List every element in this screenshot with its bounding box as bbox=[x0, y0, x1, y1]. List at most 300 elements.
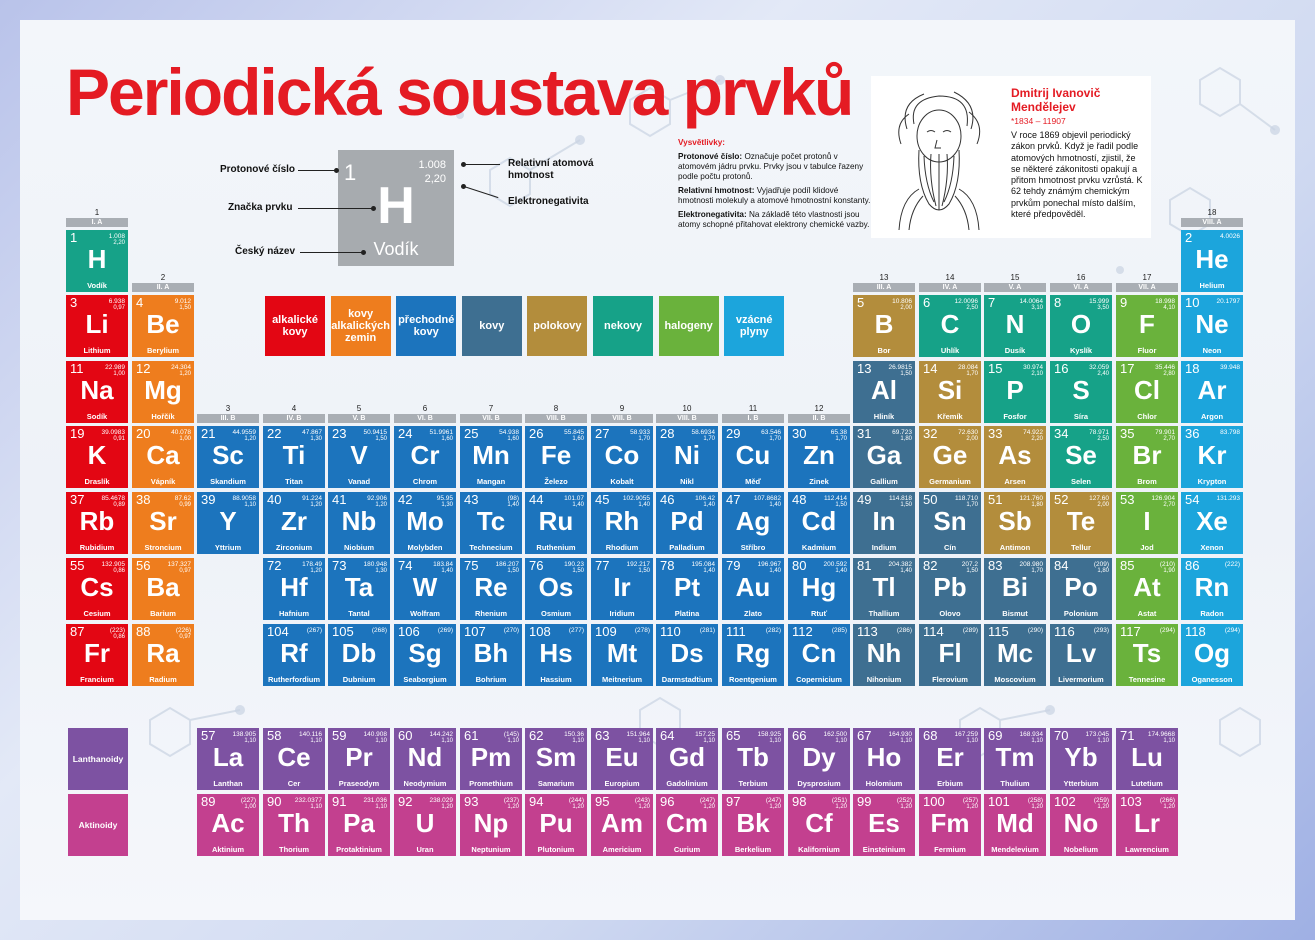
group-label: III. B bbox=[197, 414, 259, 423]
element-cell-yb bbox=[1050, 728, 1112, 790]
element-electronegativity: 1,50 bbox=[375, 436, 387, 442]
element-name: Dubnium bbox=[342, 675, 376, 684]
element-cell-bk bbox=[722, 794, 784, 856]
element-electronegativity: 1,20 bbox=[900, 804, 912, 810]
key-line-symbol bbox=[298, 208, 374, 209]
element-name: Rutherfordium bbox=[267, 675, 321, 684]
element-symbol: Fl bbox=[938, 638, 962, 668]
element-electronegativity: 2,00 bbox=[966, 436, 978, 442]
group-header-13 bbox=[853, 273, 915, 292]
element-number: 59 bbox=[332, 728, 347, 743]
element-cell-mt bbox=[591, 624, 653, 686]
element-symbol: Fr bbox=[84, 638, 110, 668]
element-electronegativity: 1,80 bbox=[900, 436, 912, 442]
element-name: Radon bbox=[1200, 609, 1224, 618]
element-name: Helium bbox=[1199, 281, 1225, 290]
element-cell-ra bbox=[132, 624, 194, 686]
element-name: Zinek bbox=[809, 477, 829, 486]
group-number: 13 bbox=[879, 273, 889, 282]
element-name: Nikl bbox=[680, 477, 694, 486]
element-electronegativity: 1,20 bbox=[769, 804, 781, 810]
element-mass: (210) bbox=[1159, 561, 1175, 568]
element-number: 64 bbox=[660, 728, 675, 743]
element-name: Rhenium bbox=[474, 609, 508, 618]
group-number: 6 bbox=[422, 404, 428, 413]
lanthanides-label: Lanthanoidy bbox=[68, 728, 128, 790]
element-cell-er bbox=[919, 728, 981, 790]
element-name: Plutonium bbox=[537, 845, 575, 854]
group-header-6 bbox=[394, 404, 456, 423]
element-symbol: Sb bbox=[998, 506, 1032, 536]
element-number: 31 bbox=[857, 426, 872, 441]
element-cell-co bbox=[591, 426, 653, 488]
element-mass: (251) bbox=[831, 797, 847, 804]
element-electronegativity: 4,10 bbox=[1163, 305, 1175, 311]
group-header-15 bbox=[984, 273, 1046, 292]
element-electronegativity: 1,40 bbox=[638, 502, 650, 508]
element-mass: 162.500 bbox=[823, 731, 847, 738]
element-cell-br bbox=[1116, 426, 1178, 488]
element-mass: 1.008 bbox=[108, 233, 125, 240]
group-label: VIII. B bbox=[656, 414, 718, 423]
element-cell-hg bbox=[788, 558, 850, 620]
element-cell-ti bbox=[263, 426, 325, 488]
element-mass: 63.546 bbox=[761, 429, 781, 436]
element-name: Dusík bbox=[1004, 346, 1026, 355]
element-mass: (223) bbox=[109, 627, 125, 634]
element-electronegativity: 2,50 bbox=[1097, 436, 1109, 442]
element-number: 107 bbox=[464, 624, 486, 639]
element-number: 47 bbox=[726, 492, 741, 507]
legend-item-number bbox=[678, 152, 873, 182]
element-mass: 183.84 bbox=[433, 561, 453, 568]
element-name: Olovo bbox=[939, 609, 961, 618]
element-electronegativity: 1,90 bbox=[1163, 568, 1175, 574]
group-number: 4 bbox=[291, 404, 297, 413]
element-electronegativity: 1,70 bbox=[638, 436, 650, 442]
element-electronegativity: 1,20 bbox=[1031, 804, 1043, 810]
element-number: 60 bbox=[398, 728, 413, 743]
legend-term: Elektronegativita: bbox=[678, 210, 747, 219]
element-mass: (247) bbox=[765, 797, 781, 804]
element-symbol: La bbox=[212, 742, 244, 772]
element-number: 78 bbox=[660, 558, 675, 573]
element-name: Skandium bbox=[210, 477, 246, 486]
element-symbol: Si bbox=[937, 375, 963, 405]
element-name: Vápník bbox=[150, 477, 176, 486]
element-symbol: Ra bbox=[146, 638, 180, 668]
group-header-7 bbox=[460, 404, 522, 423]
group-number: 14 bbox=[945, 273, 955, 282]
element-mass: (244) bbox=[568, 797, 584, 804]
element-symbol: Ce bbox=[277, 742, 311, 772]
group-number: 7 bbox=[488, 404, 494, 413]
legend-item-en bbox=[678, 210, 873, 230]
element-mass: 232.0377 bbox=[294, 797, 322, 804]
element-cell-li bbox=[66, 295, 128, 357]
element-name: Uran bbox=[416, 845, 434, 854]
element-mass: 132.905 bbox=[101, 561, 125, 568]
element-number: 87 bbox=[70, 624, 85, 639]
element-symbol: Be bbox=[146, 309, 180, 339]
element-symbol: Mn bbox=[472, 440, 510, 470]
element-mass: 47.867 bbox=[302, 429, 322, 436]
group-header-9 bbox=[591, 404, 653, 423]
element-mass: 91.224 bbox=[302, 495, 322, 502]
element-symbol: Lv bbox=[1065, 638, 1097, 668]
element-number: 103 bbox=[1120, 794, 1142, 809]
element-number: 100 bbox=[923, 794, 945, 809]
element-symbol: Ag bbox=[735, 506, 771, 536]
group-header-18 bbox=[1181, 208, 1243, 227]
element-number: 4 bbox=[136, 295, 144, 310]
element-cell-og bbox=[1181, 624, 1243, 686]
element-number: 113 bbox=[857, 624, 878, 639]
element-mass: 10.806 bbox=[892, 298, 912, 305]
element-name: Berkelium bbox=[734, 845, 772, 854]
element-number: 93 bbox=[464, 794, 479, 809]
element-name: Holomium bbox=[865, 779, 903, 788]
element-number: 117 bbox=[1120, 624, 1141, 639]
category-2: kovy alkalických zemin bbox=[331, 296, 391, 356]
element-symbol: Pr bbox=[345, 742, 373, 772]
element-number: 38 bbox=[136, 492, 151, 507]
element-number: 116 bbox=[1054, 624, 1075, 639]
element-electronegativity: 1,70 bbox=[966, 371, 978, 377]
element-name: Tantal bbox=[348, 609, 370, 618]
element-symbol: Bi bbox=[1002, 572, 1028, 602]
element-name: Neptunium bbox=[471, 845, 511, 854]
poster-title: Periodická soustava prvků bbox=[66, 55, 853, 129]
element-number: 101 bbox=[988, 794, 1010, 809]
element-electronegativity: 1,20 bbox=[441, 804, 453, 810]
element-number: 5 bbox=[857, 295, 865, 310]
element-number: 39 bbox=[201, 492, 216, 507]
element-name: Moscovium bbox=[994, 675, 1036, 684]
element-electronegativity: 1,10 bbox=[703, 738, 715, 744]
group-header-8 bbox=[525, 404, 587, 423]
element-symbol: Re bbox=[474, 572, 508, 602]
element-cell-eu bbox=[591, 728, 653, 790]
element-number: 42 bbox=[398, 492, 413, 507]
element-mass: (270) bbox=[503, 627, 519, 634]
element-electronegativity: 2,70 bbox=[1163, 502, 1175, 508]
element-electronegativity: 1,40 bbox=[572, 502, 584, 508]
element-cell-fe bbox=[525, 426, 587, 488]
element-electronegativity: 2,10 bbox=[1031, 371, 1043, 377]
element-mass: 54.938 bbox=[499, 429, 519, 436]
element-symbol: Pt bbox=[674, 572, 700, 602]
element-mass: 15.999 bbox=[1089, 298, 1109, 305]
element-name: Technecium bbox=[469, 543, 513, 552]
element-name: Polonium bbox=[1063, 609, 1099, 618]
element-name: Erbium bbox=[937, 779, 963, 788]
element-number: 118 bbox=[1185, 624, 1206, 639]
element-number: 13 bbox=[857, 361, 872, 376]
element-symbol: Es bbox=[868, 808, 900, 838]
element-symbol: Mo bbox=[406, 506, 444, 536]
element-number: 63 bbox=[595, 728, 610, 743]
element-number: 98 bbox=[792, 794, 807, 809]
element-electronegativity: 1,20 bbox=[638, 804, 650, 810]
element-number: 25 bbox=[464, 426, 479, 441]
element-mass: 51.9961 bbox=[429, 429, 453, 436]
element-number: 89 bbox=[201, 794, 216, 809]
element-electronegativity: 1,20 bbox=[835, 804, 847, 810]
element-electronegativity: 2,20 bbox=[113, 240, 125, 246]
group-label: I. B bbox=[722, 414, 784, 423]
group-header-16 bbox=[1050, 273, 1112, 292]
group-header-3 bbox=[197, 404, 259, 423]
element-cell-re bbox=[460, 558, 522, 620]
element-mass: 4.0026 bbox=[1220, 233, 1240, 240]
element-symbol: Ac bbox=[211, 808, 245, 838]
element-number: 66 bbox=[792, 728, 807, 743]
element-electronegativity: 1,80 bbox=[1097, 568, 1109, 574]
element-name: Kobalt bbox=[610, 477, 634, 486]
element-symbol: Tc bbox=[476, 506, 506, 536]
element-cell-rg bbox=[722, 624, 784, 686]
element-cell-as bbox=[984, 426, 1046, 488]
element-number: 30 bbox=[792, 426, 807, 441]
element-name: Chlor bbox=[1137, 412, 1157, 421]
element-name: Xenon bbox=[1200, 543, 1224, 552]
element-number: 71 bbox=[1120, 728, 1135, 743]
element-number: 109 bbox=[595, 624, 617, 639]
element-electronegativity: 1,10 bbox=[966, 738, 978, 744]
element-name: Thallium bbox=[868, 609, 900, 618]
element-mass: 39.0983 bbox=[101, 429, 125, 436]
group-number: 10 bbox=[682, 404, 692, 413]
element-symbol: V bbox=[350, 440, 368, 470]
category-6: nekovy bbox=[593, 296, 653, 356]
element-symbol: Mt bbox=[606, 638, 638, 668]
element-number: 85 bbox=[1120, 558, 1135, 573]
element-name: Jod bbox=[1140, 543, 1154, 552]
element-mass: (98) bbox=[507, 495, 519, 502]
element-number: 73 bbox=[332, 558, 347, 573]
element-electronegativity: 1,00 bbox=[244, 804, 256, 810]
element-name: Americium bbox=[602, 845, 642, 854]
element-number: 29 bbox=[726, 426, 741, 441]
element-mass: 87.62 bbox=[174, 495, 191, 502]
element-mass: 150.36 bbox=[564, 731, 584, 738]
category-7: halogeny bbox=[659, 296, 719, 356]
element-electronegativity: 1,00 bbox=[179, 436, 191, 442]
element-mass: (268) bbox=[371, 627, 387, 634]
element-number: 6 bbox=[923, 295, 931, 310]
element-cell-s bbox=[1050, 361, 1112, 423]
element-mass: (282) bbox=[765, 627, 781, 634]
element-mass: 40.078 bbox=[171, 429, 191, 436]
element-mass: 95.95 bbox=[436, 495, 453, 502]
element-number: 91 bbox=[332, 794, 347, 809]
key-line-name bbox=[300, 252, 364, 253]
element-number: 81 bbox=[857, 558, 872, 573]
group-header-14 bbox=[919, 273, 981, 292]
element-electronegativity: 2,70 bbox=[1163, 436, 1175, 442]
element-symbol: Ds bbox=[670, 638, 704, 668]
element-name: Železo bbox=[544, 477, 568, 486]
group-header-17 bbox=[1116, 273, 1178, 292]
element-mass: (294) bbox=[1224, 627, 1240, 634]
group-label: VIII. B bbox=[591, 414, 653, 423]
element-cell-no bbox=[1050, 794, 1112, 856]
group-label: III. A bbox=[853, 283, 915, 292]
element-number: 96 bbox=[660, 794, 675, 809]
category-1: alkalické kovy bbox=[265, 296, 325, 356]
element-mass: 85.4678 bbox=[101, 495, 125, 502]
element-symbol: Ni bbox=[674, 440, 700, 470]
element-cell-sn bbox=[919, 492, 981, 554]
element-symbol: Nh bbox=[866, 638, 902, 668]
element-number: 3 bbox=[70, 295, 78, 310]
bio-dates: *1834 – 11907 bbox=[1011, 116, 1066, 126]
element-symbol: C bbox=[940, 309, 960, 339]
element-cell-pd bbox=[656, 492, 718, 554]
group-header-10 bbox=[656, 404, 718, 423]
key-dot-symbol bbox=[371, 206, 376, 211]
element-electronegativity: 0,99 bbox=[179, 502, 191, 508]
element-cell-ru bbox=[525, 492, 587, 554]
element-cell-al bbox=[853, 361, 915, 423]
element-cell-bi bbox=[984, 558, 1046, 620]
element-mass: 44.9559 bbox=[232, 429, 256, 436]
element-number: 55 bbox=[70, 558, 85, 573]
element-number: 18 bbox=[1185, 361, 1200, 376]
element-cell-ds bbox=[656, 624, 718, 686]
key-mass: 1.008 bbox=[418, 159, 446, 171]
element-cell-kr bbox=[1181, 426, 1243, 488]
element-name: Berylium bbox=[146, 346, 180, 355]
element-name: Seaborgium bbox=[403, 675, 447, 684]
element-number: 28 bbox=[660, 426, 675, 441]
element-electronegativity: 1,60 bbox=[441, 436, 453, 442]
key-label-en: Elektronegativita bbox=[508, 196, 589, 207]
element-number: 80 bbox=[792, 558, 807, 573]
element-number: 1 bbox=[70, 230, 78, 245]
element-name: Titan bbox=[285, 477, 303, 486]
element-name: Promethium bbox=[469, 779, 513, 788]
element-electronegativity: 1,50 bbox=[507, 568, 519, 574]
element-mass: (252) bbox=[896, 797, 912, 804]
element-cell-se bbox=[1050, 426, 1112, 488]
element-name: Cín bbox=[943, 543, 957, 552]
element-cell-hs bbox=[525, 624, 587, 686]
element-number: 61 bbox=[464, 728, 479, 743]
element-cell-la bbox=[197, 728, 259, 790]
element-symbol: In bbox=[872, 506, 896, 536]
element-mass: (294) bbox=[1159, 627, 1175, 634]
element-number: 114 bbox=[923, 624, 944, 639]
element-name: Bor bbox=[877, 346, 891, 355]
element-symbol: Sn bbox=[933, 506, 967, 536]
element-name: Stroncium bbox=[144, 543, 182, 552]
element-number: 12 bbox=[136, 361, 151, 376]
element-number: 7 bbox=[988, 295, 996, 310]
element-electronegativity: 0,97 bbox=[179, 634, 191, 640]
element-number: 77 bbox=[595, 558, 610, 573]
element-mass: (277) bbox=[568, 627, 584, 634]
element-electronegativity: 1,60 bbox=[507, 436, 519, 442]
element-number: 14 bbox=[923, 361, 938, 376]
element-mass: 58.933 bbox=[630, 429, 650, 436]
element-cell-db bbox=[328, 624, 390, 686]
element-electronegativity: 1,40 bbox=[441, 568, 453, 574]
element-electronegativity: 1,10 bbox=[441, 738, 453, 744]
element-symbol: Bk bbox=[736, 808, 770, 838]
element-number: 20 bbox=[136, 426, 151, 441]
element-electronegativity: 1,50 bbox=[572, 568, 584, 574]
element-number: 43 bbox=[464, 492, 479, 507]
element-name: Hassium bbox=[540, 675, 572, 684]
element-mass: 151.964 bbox=[626, 731, 650, 738]
group-number: 9 bbox=[619, 404, 625, 413]
element-electronegativity: 1,20 bbox=[507, 804, 519, 810]
element-electronegativity: 1,00 bbox=[113, 371, 125, 377]
key-line-number bbox=[298, 170, 338, 171]
element-symbol: Pu bbox=[539, 808, 573, 838]
element-name: Gallium bbox=[870, 477, 898, 486]
element-electronegativity: 1,40 bbox=[835, 568, 847, 574]
element-mass: 112.414 bbox=[823, 495, 847, 502]
element-mass: (290) bbox=[1027, 627, 1043, 634]
element-symbol: Hf bbox=[280, 572, 308, 602]
element-cell-ag bbox=[722, 492, 784, 554]
element-cell-ca bbox=[132, 426, 194, 488]
element-cell-am bbox=[591, 794, 653, 856]
element-number: 24 bbox=[398, 426, 413, 441]
element-number: 44 bbox=[529, 492, 544, 507]
element-electronegativity: 1,70 bbox=[703, 436, 715, 442]
key-electronegativity: 2,20 bbox=[424, 173, 446, 185]
key-dot-number bbox=[334, 168, 339, 173]
group-number: 15 bbox=[1010, 273, 1020, 282]
element-cell-sg bbox=[394, 624, 456, 686]
element-name: Aktinium bbox=[211, 845, 245, 854]
element-mass: 118.710 bbox=[954, 495, 978, 502]
element-cell-ni bbox=[656, 426, 718, 488]
element-number: 106 bbox=[398, 624, 420, 639]
element-mass: 92.906 bbox=[367, 495, 387, 502]
element-cell-tl bbox=[853, 558, 915, 620]
element-electronegativity: 1,10 bbox=[310, 738, 322, 744]
element-mass: 138.905 bbox=[232, 731, 256, 738]
element-electronegativity: 1,70 bbox=[966, 502, 978, 508]
element-cell-f bbox=[1116, 295, 1178, 357]
element-mass: 144.242 bbox=[429, 731, 453, 738]
element-mass: (145) bbox=[503, 731, 519, 738]
element-number: 79 bbox=[726, 558, 741, 573]
element-name: Kalifornium bbox=[798, 845, 840, 854]
element-cell-ac bbox=[197, 794, 259, 856]
actinides-label: Aktinoidy bbox=[68, 794, 128, 856]
element-number: 27 bbox=[595, 426, 610, 441]
group-number: 12 bbox=[814, 404, 824, 413]
element-mass: 192.217 bbox=[626, 561, 650, 568]
element-cell-os bbox=[525, 558, 587, 620]
element-electronegativity: 1,10 bbox=[1031, 738, 1043, 744]
element-name: Rubidium bbox=[79, 543, 115, 552]
element-name: Zirconium bbox=[275, 543, 313, 552]
element-electronegativity: 1,20 bbox=[244, 436, 256, 442]
element-symbol: Li bbox=[85, 309, 109, 339]
element-cell-sb bbox=[984, 492, 1046, 554]
element-cell-gd bbox=[656, 728, 718, 790]
element-number: 86 bbox=[1185, 558, 1200, 573]
group-header-12 bbox=[788, 404, 850, 423]
element-electronegativity: 2,50 bbox=[966, 305, 978, 311]
